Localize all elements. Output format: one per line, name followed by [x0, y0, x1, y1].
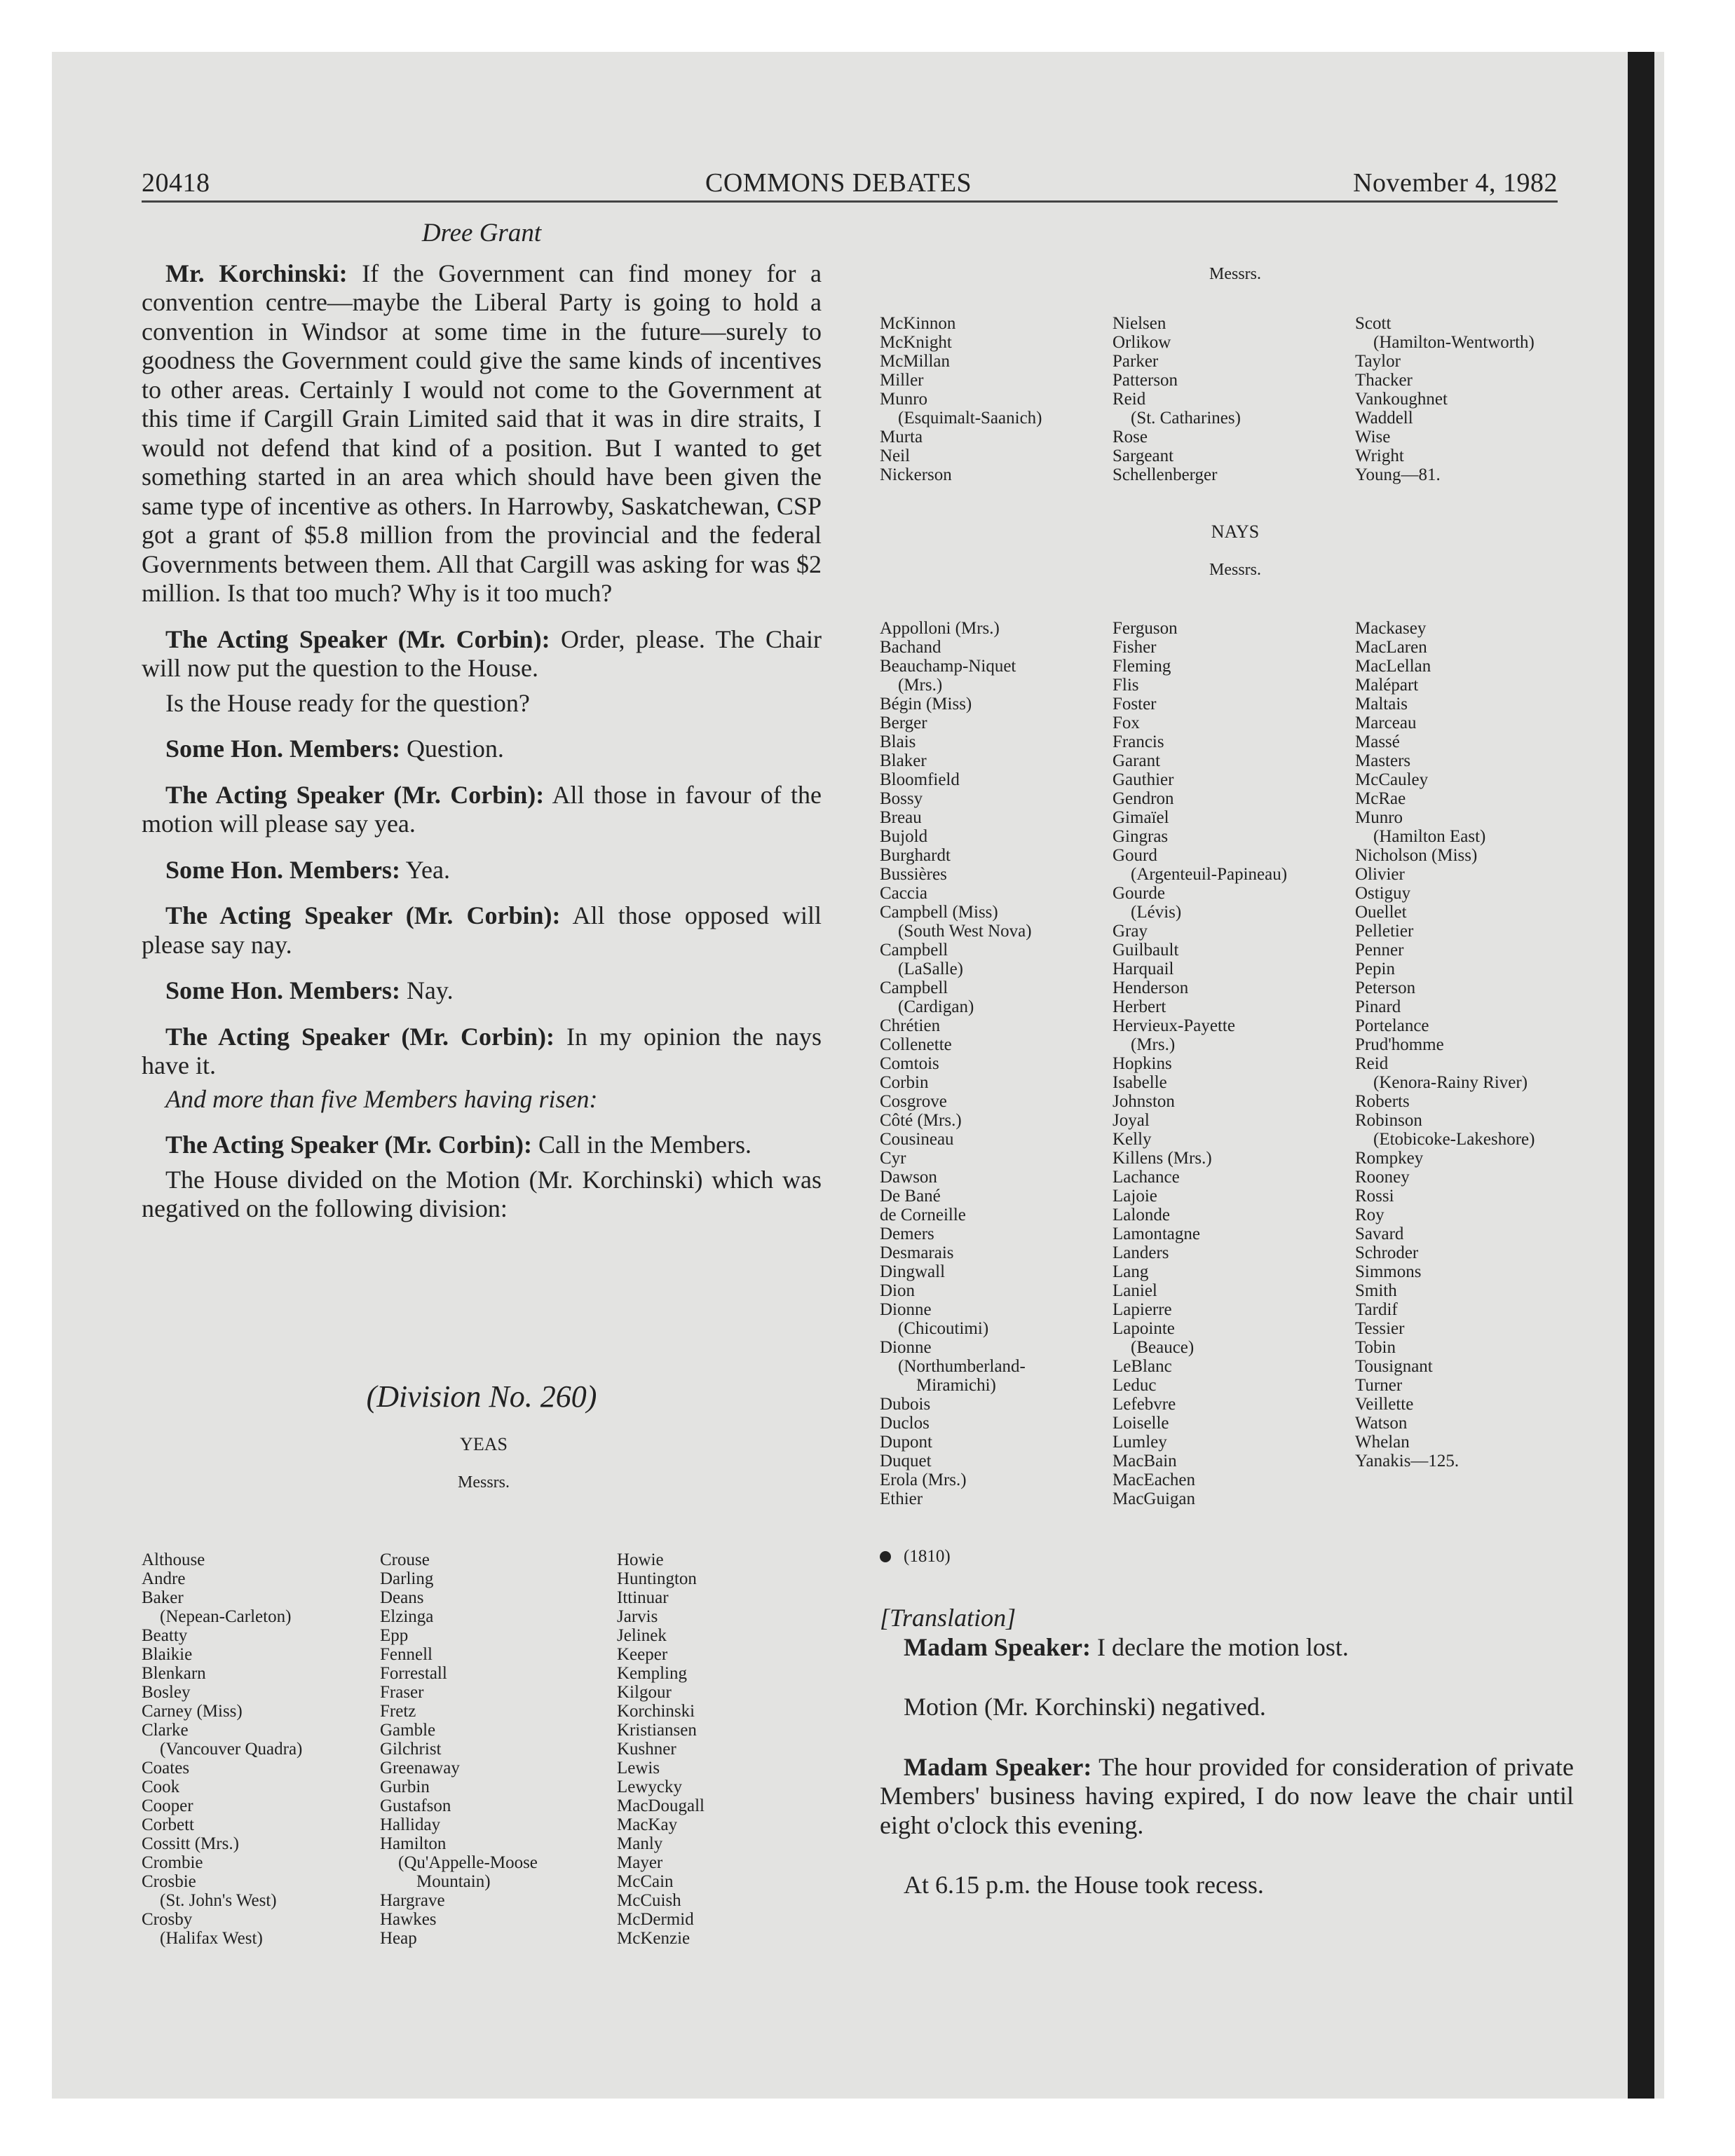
paragraph-members-yea [142, 856, 822, 885]
member-name: Rossi [1355, 1187, 1394, 1206]
member-name: Penner [1355, 941, 1404, 960]
member-name: Cousineau [880, 1130, 954, 1149]
member-name: Bosley [142, 1683, 191, 1702]
member-name: Corbett [142, 1815, 194, 1834]
paragraph-madam-speaker-1 [880, 1633, 1574, 1663]
member-name: Darling [380, 1569, 434, 1588]
right-column-closing [880, 1604, 1574, 1900]
member-name: (South West Nova) [898, 922, 1032, 941]
member-name: (LaSalle) [898, 960, 964, 978]
yeas-list-5 [1113, 314, 1241, 484]
header-rule [142, 200, 1558, 203]
member-name: Dupont [880, 1433, 932, 1452]
member-name: Roy [1355, 1206, 1384, 1224]
nays-messrs: Messrs. [1209, 561, 1261, 579]
member-name: Hargrave [380, 1891, 445, 1910]
member-name: Althouse [142, 1550, 205, 1569]
speech-text: Question. [406, 735, 504, 763]
member-name: Dionne [880, 1338, 932, 1357]
yeas-list-6 [1355, 314, 1535, 484]
member-name: McCauley [1355, 770, 1429, 789]
member-name: McKinnon [880, 314, 956, 333]
paragraph-acting-speaker-5 [142, 1131, 822, 1160]
member-name: (Northumberland- [898, 1357, 1026, 1376]
member-name: Neil [880, 446, 911, 465]
member-name: Appolloni (Mrs.) [880, 619, 1000, 638]
paragraph-madam-speaker-2 [880, 1753, 1574, 1841]
member-name: Laniel [1113, 1281, 1157, 1300]
paragraph-korchinski [142, 259, 822, 608]
translation-note: [Translation] [880, 1604, 1016, 1632]
member-name: (Etobicoke-Lakeshore) [1373, 1130, 1535, 1149]
yeas-list-4 [880, 314, 1042, 484]
member-name: Halliday [380, 1815, 441, 1834]
member-name: Portelance [1355, 1016, 1429, 1035]
member-name: Lumley [1113, 1433, 1167, 1452]
member-name: Howie [617, 1550, 664, 1569]
member-name: Comtois [880, 1054, 939, 1073]
member-name: Clarke [142, 1721, 189, 1740]
member-name: Leduc [1113, 1376, 1157, 1395]
member-name: Guilbault [1113, 941, 1179, 960]
member-name: Munro [880, 390, 928, 409]
member-name: Reid [1113, 390, 1146, 409]
member-name: Hervieux-Payette [1113, 1016, 1235, 1035]
member-name: Beauchamp-Niquet [880, 657, 1016, 676]
member-name: Erola (Mrs.) [880, 1471, 967, 1489]
paragraph-acting-speaker-1 [142, 625, 822, 683]
member-name: Smith [1355, 1281, 1397, 1300]
member-name: Tardif [1355, 1300, 1398, 1319]
member-name: Cook [142, 1778, 180, 1796]
member-name: (Cardigan) [898, 997, 974, 1016]
member-name: Côté (Mrs.) [880, 1111, 962, 1130]
speaker-name: The Acting Speaker (Mr. Corbin): [165, 625, 550, 653]
member-name: Nielsen [1113, 314, 1166, 333]
member-name: Prud'homme [1355, 1035, 1444, 1054]
speech-text: In my opinion the nays have it. [142, 1022, 822, 1079]
member-name: Bussières [880, 865, 947, 884]
bullet-icon [880, 1551, 891, 1562]
member-name: Dawson [880, 1168, 937, 1187]
member-name: Campbell [880, 941, 948, 960]
member-name: Robinson [1355, 1111, 1422, 1130]
nays-label: NAYS [1211, 521, 1260, 542]
member-name: Fennell [380, 1645, 433, 1664]
member-name: Patterson [1113, 371, 1178, 390]
member-name: Thacker [1355, 371, 1413, 390]
member-name: McDermid [617, 1910, 694, 1929]
member-name: Desmarais [880, 1243, 954, 1262]
member-name: (St. Catharines) [1131, 409, 1241, 428]
speaker-name: Some Hon. Members: [165, 976, 400, 1004]
member-name: Jarvis [617, 1607, 658, 1626]
member-name: Gendron [1113, 789, 1174, 808]
member-name: McMillan [880, 352, 950, 371]
member-name: Korchinski [617, 1702, 695, 1721]
member-name: Rose [1113, 428, 1148, 446]
speech-text: Call in the Members. [538, 1131, 751, 1159]
member-name: McCain [617, 1872, 674, 1891]
member-name: Berger [880, 714, 927, 732]
speaker-name: Some Hon. Members: [165, 735, 400, 763]
member-name: Bujold [880, 827, 928, 846]
member-name: Olivier [1355, 865, 1405, 884]
member-name: Marceau [1355, 714, 1417, 732]
member-name: Gustafson [380, 1796, 451, 1815]
member-name: Coates [142, 1759, 190, 1778]
member-name: Gourd [1113, 846, 1157, 865]
member-name: (St. John's West) [160, 1891, 277, 1910]
member-name: Hawkes [380, 1910, 437, 1929]
member-name: Herbert [1113, 997, 1166, 1016]
speaker-name: The Acting Speaker (Mr. Corbin): [165, 1131, 533, 1159]
member-name: (Esquimalt-Saanich) [898, 409, 1042, 428]
member-name: Demers [880, 1224, 934, 1243]
member-name: Tousignant [1355, 1357, 1433, 1376]
member-name: Hamilton [380, 1834, 447, 1853]
member-name: Kempling [617, 1664, 687, 1683]
member-name: Parker [1113, 352, 1159, 371]
member-name: Ittinuar [617, 1588, 669, 1607]
member-name: Lajoie [1113, 1187, 1157, 1206]
member-name: Duquet [880, 1452, 932, 1471]
member-name: (Kenora-Rainy River) [1373, 1073, 1528, 1092]
member-name: Pepin [1355, 960, 1395, 978]
member-name: Tobin [1355, 1338, 1396, 1357]
page-number: 20418 [142, 168, 210, 198]
member-name: Kristiansen [617, 1721, 697, 1740]
member-name: Schellenberger [1113, 465, 1218, 484]
member-name: Blais [880, 732, 916, 751]
member-name: Lachance [1113, 1168, 1180, 1187]
member-name: De Bané [880, 1187, 941, 1206]
speaker-name: Mr. Korchinski: [165, 259, 348, 287]
speech-text: Order, please. The Chair will now put the question to the House. [142, 625, 822, 682]
member-name: Duclos [880, 1414, 930, 1433]
member-name: McKnight [880, 333, 952, 352]
speaker-name: The Acting Speaker (Mr. Corbin): [165, 780, 545, 809]
yeas-label: YEAS [460, 1434, 508, 1454]
speaker-name: Madam Speaker: [904, 1632, 1091, 1661]
member-name: Cossitt (Mrs.) [142, 1834, 239, 1853]
member-name: Crosby [142, 1910, 193, 1929]
member-name: Greenaway [380, 1759, 460, 1778]
speaker-name: Some Hon. Members: [165, 855, 400, 884]
member-name: Lamontagne [1113, 1224, 1200, 1243]
time-marker-text: (1810) [904, 1547, 951, 1566]
paragraph-division: The House divided on the Motion (Mr. Korchinski) which was negatived on the following division: [142, 1165, 822, 1222]
member-name: Cosgrove [880, 1092, 947, 1111]
member-name: Bégin (Miss) [880, 695, 972, 714]
paragraph-members-question [142, 735, 822, 764]
member-name: Kelly [1113, 1130, 1152, 1149]
member-name: de Corneille [880, 1206, 966, 1224]
member-name: MacEachen [1113, 1471, 1195, 1489]
member-name: Hopkins [1113, 1054, 1172, 1073]
member-name: Dionne [880, 1300, 932, 1319]
member-name: Crombie [142, 1853, 203, 1872]
member-name: Foster [1113, 695, 1157, 714]
member-name: Gourde [1113, 884, 1165, 903]
member-name: Murta [880, 428, 923, 446]
member-name: Veillette [1355, 1395, 1414, 1414]
member-name: Kushner [617, 1740, 676, 1759]
member-name: Baker [142, 1588, 184, 1607]
member-name: Huntington [617, 1569, 697, 1588]
member-name: Epp [380, 1626, 409, 1645]
member-name: Lalonde [1113, 1206, 1170, 1224]
member-name: MacLaren [1355, 638, 1427, 657]
paragraph-question: Is the House ready for the question? [165, 688, 530, 717]
member-name: Lefebvre [1113, 1395, 1176, 1414]
page-date: November 4, 1982 [1353, 168, 1558, 198]
paragraph-acting-speaker-4 [142, 1023, 822, 1081]
member-name: Taylor [1355, 352, 1401, 371]
paragraph-acting-speaker-2 [142, 781, 822, 839]
member-name: Whelan [1355, 1433, 1410, 1452]
member-name: Cyr [880, 1149, 906, 1168]
member-name: MacDougall [617, 1796, 705, 1815]
paragraph-motion-negatived: Motion (Mr. Korchinski) negatived. [904, 1693, 1266, 1721]
member-name: Lewycky [617, 1778, 683, 1796]
member-name: Flis [1113, 676, 1139, 695]
time-marker [880, 1546, 1574, 1567]
member-name: Elzinga [380, 1607, 434, 1626]
member-name: Schroder [1355, 1243, 1419, 1262]
speaker-name: The Acting Speaker (Mr. Corbin): [165, 901, 561, 929]
member-name: (Hamilton-Wentworth) [1373, 333, 1535, 352]
member-name: Miramichi) [916, 1376, 996, 1395]
member-name: Andre [142, 1569, 186, 1588]
member-name: Fleming [1113, 657, 1171, 676]
member-name: Scott [1355, 314, 1392, 333]
member-name: Wright [1355, 446, 1404, 465]
member-name: Cooper [142, 1796, 193, 1815]
member-name: Blaker [880, 751, 927, 770]
member-name: Savard [1355, 1224, 1404, 1243]
member-name: Mayer [617, 1853, 663, 1872]
yeas-cont-messrs: Messrs. [1209, 265, 1261, 283]
member-name: Sargeant [1113, 446, 1174, 465]
paragraph-recess: At 6.15 p.m. the House took recess. [904, 1871, 1264, 1899]
member-name: Yanakis—125. [1355, 1452, 1460, 1471]
member-name: Ostiguy [1355, 884, 1411, 903]
member-name: Chrétien [880, 1016, 941, 1035]
member-name: Blenkarn [142, 1664, 206, 1683]
member-name: Ferguson [1113, 619, 1178, 638]
speech-text: All those opposed will please say nay. [142, 901, 822, 959]
section-title: Dree Grant [421, 219, 542, 247]
member-name: Mackasey [1355, 619, 1427, 638]
yeas-messrs: Messrs. [457, 1473, 510, 1492]
member-name: Beatty [142, 1626, 188, 1645]
member-name: Vankoughnet [1355, 390, 1448, 409]
member-name: McCuish [617, 1891, 681, 1910]
member-name: MacKay [617, 1815, 678, 1834]
member-name: Blaikie [142, 1645, 193, 1664]
member-name: Carney (Miss) [142, 1702, 243, 1721]
speaker-name: The Acting Speaker (Mr. Corbin): [165, 1022, 555, 1051]
nays-list-2 [1113, 619, 1287, 1508]
speech-text: The hour provided for consideration of private Members' business having expired, I do now leave the chair until eight o'clock this evening. [880, 1752, 1574, 1839]
member-name: McKenzie [617, 1929, 690, 1948]
member-name: Malépart [1355, 676, 1419, 695]
member-name: Campbell (Miss) [880, 903, 998, 922]
member-name: Crouse [380, 1550, 430, 1569]
member-name: Gauthier [1113, 770, 1174, 789]
member-name: Roberts [1355, 1092, 1410, 1111]
member-name: Bachand [880, 638, 941, 657]
member-name: Reid [1355, 1054, 1389, 1073]
member-name: Fraser [380, 1683, 424, 1702]
member-name: Ethier [880, 1489, 923, 1508]
member-name: LeBlanc [1113, 1357, 1172, 1376]
member-name: Nicholson (Miss) [1355, 846, 1478, 865]
speech-text: Nay. [406, 976, 454, 1004]
member-name: Johnston [1113, 1092, 1175, 1111]
member-name: (Nepean-Carleton) [160, 1607, 292, 1626]
member-name: Watson [1355, 1414, 1408, 1433]
member-name: Pelletier [1355, 922, 1414, 941]
member-name: Gray [1113, 922, 1148, 941]
member-name: Massé [1355, 732, 1400, 751]
member-name: Gurbin [380, 1778, 430, 1796]
member-name: Kilgour [617, 1683, 672, 1702]
yeas-list-3 [617, 1550, 705, 1948]
member-name: Lang [1113, 1262, 1149, 1281]
member-name: Francis [1113, 732, 1164, 751]
paragraph-members-nay [142, 976, 822, 1006]
member-name: Orlikow [1113, 333, 1171, 352]
member-name: Mountain) [416, 1872, 491, 1891]
member-name: Peterson [1355, 978, 1416, 997]
member-name: Manly [617, 1834, 663, 1853]
member-name: Waddell [1355, 409, 1413, 428]
member-name: Harquail [1113, 960, 1174, 978]
publication-title: COMMONS DEBATES [705, 168, 972, 198]
member-name: Loiselle [1113, 1414, 1169, 1433]
member-name: Gimaïel [1113, 808, 1169, 827]
member-name: (Halifax West) [160, 1929, 263, 1948]
member-name: Lapierre [1113, 1300, 1172, 1319]
member-name: Simmons [1355, 1262, 1422, 1281]
member-name: Deans [380, 1588, 424, 1607]
member-name: Dubois [880, 1395, 931, 1414]
member-name: Rompkey [1355, 1149, 1424, 1168]
member-name: MacGuigan [1113, 1489, 1196, 1508]
member-name: Miller [880, 371, 924, 390]
member-name: Bossy [880, 789, 923, 808]
speech-text: I declare the motion lost. [1096, 1632, 1349, 1661]
member-name: Campbell [880, 978, 948, 997]
member-name: Masters [1355, 751, 1411, 770]
member-name: (Mrs.) [1131, 1035, 1176, 1054]
member-name: Henderson [1113, 978, 1189, 997]
member-name: (Qu'Appelle-Moose [398, 1853, 538, 1872]
member-name: Nickerson [880, 465, 952, 484]
nays-list-1 [880, 619, 1032, 1508]
member-name: Rooney [1355, 1168, 1410, 1187]
speech-text: Yea. [405, 855, 450, 884]
member-name: Gamble [380, 1721, 436, 1740]
member-name: Burghardt [880, 846, 951, 865]
speaker-name: Madam Speaker: [904, 1752, 1092, 1781]
member-name: (Vancouver Quadra) [160, 1740, 303, 1759]
member-name: Forrestall [380, 1664, 447, 1683]
member-name: (Argenteuil-Papineau) [1131, 865, 1288, 884]
paragraph-members-risen: And more than five Members having risen: [165, 1084, 598, 1113]
member-name: MacBain [1113, 1452, 1177, 1471]
member-name: Isabelle [1113, 1073, 1167, 1092]
member-name: Bloomfield [880, 770, 960, 789]
member-name: Dion [880, 1281, 915, 1300]
member-name: Joyal [1113, 1111, 1150, 1130]
member-name: Fretz [380, 1702, 416, 1721]
member-name: Fisher [1113, 638, 1157, 657]
member-name: Caccia [880, 884, 928, 903]
member-name: Ouellet [1355, 903, 1407, 922]
nays-list-3 [1355, 619, 1535, 1471]
member-name: Heap [380, 1929, 417, 1948]
yeas-list-1 [142, 1550, 302, 1948]
member-name: Breau [880, 808, 922, 827]
member-name: Collenette [880, 1035, 952, 1054]
member-name: Jelinek [617, 1626, 667, 1645]
member-name: Fox [1113, 714, 1140, 732]
member-name: (Hamilton East) [1373, 827, 1486, 846]
member-name: Crosbie [142, 1872, 196, 1891]
division-number: (Division No. 260) [366, 1379, 597, 1414]
member-name: Turner [1355, 1376, 1403, 1395]
member-name: Corbin [880, 1073, 929, 1092]
member-name: Lapointe [1113, 1319, 1175, 1338]
member-name: Wise [1355, 428, 1391, 446]
member-name: MacLellan [1355, 657, 1431, 676]
member-name: (Mrs.) [898, 676, 943, 695]
member-name: Landers [1113, 1243, 1169, 1262]
member-name: Pinard [1355, 997, 1401, 1016]
paragraph-acting-speaker-3 [142, 901, 822, 960]
scan-edge-shadow [1628, 52, 1654, 2099]
left-column [142, 219, 822, 1224]
member-name: Keeper [617, 1645, 668, 1664]
member-name: Tessier [1355, 1319, 1405, 1338]
member-name: Killens (Mrs.) [1113, 1149, 1212, 1168]
member-name: Maltais [1355, 695, 1408, 714]
speech-text: All those in favour of the motion will please say yea. [142, 780, 822, 838]
yeas-list-2 [380, 1550, 538, 1948]
member-name: Young—81. [1355, 465, 1441, 484]
member-name: (Beauce) [1131, 1338, 1195, 1357]
member-name: Munro [1355, 808, 1403, 827]
member-name: Gilchrist [380, 1740, 442, 1759]
member-name: McRae [1355, 789, 1406, 808]
member-name: Garant [1113, 751, 1161, 770]
member-name: Gingras [1113, 827, 1169, 846]
member-name: (Lévis) [1131, 903, 1182, 922]
member-name: Lewis [617, 1759, 660, 1778]
member-name: Dingwall [880, 1262, 946, 1281]
speech-text: If the Government can find money for a convention centre—maybe the Liberal Party is going to hold a convention in Windsor at some time in the future—surely to goodness the Government could give the same kinds of incentives to other areas. Certainly I would not come to the Government at this time if Cargill Grain Limited said that it was in dire straits, I would not defend that kind of a position. But I wanted to get something started in an area which should have been given the same type of incentive as others. In Harrowby, Saskatchewan, CSP got a grant of $5.8 million from the provincial and the federal Governments between them. All that Cargill was asking for was $2 million. Is that too much? Why is it too much? [142, 259, 822, 607]
member-name: (Chicoutimi) [898, 1319, 989, 1338]
